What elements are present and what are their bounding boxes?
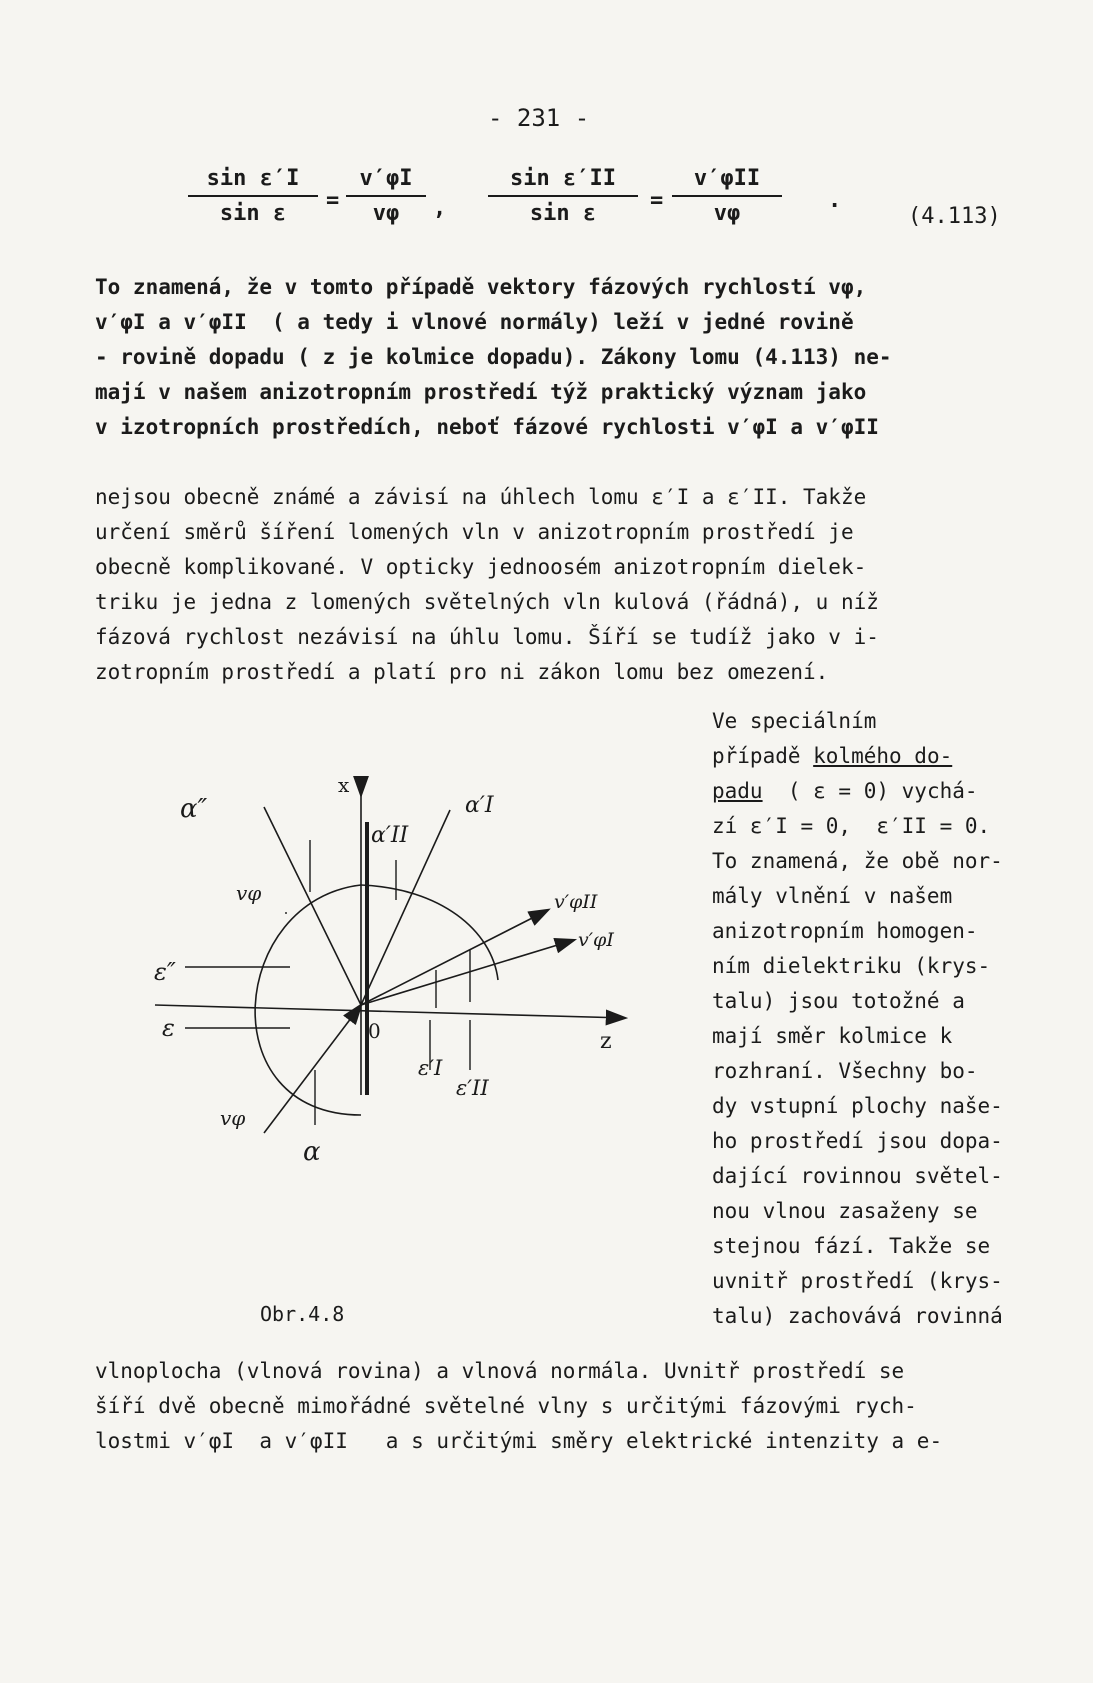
equals-sign: =: [650, 188, 664, 213]
fraction-denominator: vφ: [713, 201, 741, 226]
fraction-v-phi-II: [672, 166, 782, 226]
text-line: nou vlnou zasaženy se: [712, 1199, 978, 1223]
text-line: šíří dvě obecně mimořádné světelné vlny s určitými fázovými rych-: [95, 1394, 917, 1418]
refracted-arc: [361, 885, 498, 980]
label-x-axis: x: [338, 773, 350, 797]
text-line: dající rovinnou světel-: [712, 1164, 1003, 1188]
label-alpha-double-prime: α″: [180, 794, 208, 824]
text-line: mají v našem anizotropním prostředí týž praktický význam jako: [95, 380, 867, 404]
text-line: rozhraní. Všechny bo-: [712, 1059, 978, 1083]
fraction-numerator: sin ε′I: [188, 166, 318, 197]
wavefront-arc: [255, 885, 361, 1115]
paragraph-1: [95, 270, 892, 445]
text-line: v izotropních prostředích, neboť fázové rychlosti v′φI a v′φII: [95, 415, 879, 439]
text-line: vlnoplocha (vlnová rovina) a vlnová normála. Uvnitř prostředí se: [95, 1359, 905, 1383]
text-line: Ve speciálním: [712, 709, 877, 733]
text-line: nejsou obecně známé a závisí na úhlech lomu ε′I a ε′II. Takže: [95, 485, 867, 509]
text-line: [712, 739, 1003, 774]
comma-separator: ,: [433, 196, 447, 221]
z-axis-line: [155, 1005, 625, 1018]
label-z-axis: z: [600, 1029, 612, 1054]
refracted-ray-II: [361, 910, 548, 1005]
equals-sign: =: [326, 188, 340, 213]
text-segment: případě: [712, 744, 814, 768]
fraction-denominator: vφ: [372, 201, 400, 226]
text-line: fázová rychlost nezávisí na úhlu lomu. Šíří se tudíž jako v i-: [95, 625, 879, 649]
text-line: lostmi v′φI a v′φII a s určitými směry elektrické intenzity a e-: [95, 1429, 943, 1453]
page-number: - 231 -: [488, 104, 590, 132]
paragraph-3: [95, 1354, 942, 1459]
period: .: [828, 188, 842, 213]
label-v-phi-bottom: vφ: [220, 1106, 246, 1130]
label-eps: ε: [162, 1014, 175, 1042]
refraction-diagram: [140, 770, 660, 1250]
paragraph-1-continued: [95, 480, 879, 690]
label-eps-I: ε′I: [418, 1056, 443, 1080]
paragraph-2-side-column: [712, 704, 1003, 1334]
text-line: To znamená, že obě nor-: [712, 849, 1003, 873]
equation-4-113: [188, 166, 1068, 266]
text-line: uvnitř prostředí (krys-: [712, 1269, 1003, 1293]
underlined-term: padu: [712, 779, 763, 803]
fraction-denominator: sin ε: [529, 201, 597, 226]
text-line: v′φI a v′φII ( a tedy i vlnové normály) leží v jedné rovině: [95, 310, 854, 334]
text-line: ním dielektriku (krys-: [712, 954, 991, 978]
text-line: zotropním prostředí a platí pro ni zákon lomu bez omezení.: [95, 660, 829, 684]
figure-4-8: [140, 770, 660, 1250]
text-line: ho prostředí jsou dopa-: [712, 1129, 1003, 1153]
text-line: - rovině dopadu ( z je kolmice dopadu). Zákony lomu (4.113) ne-: [95, 345, 892, 369]
label-alpha-I: α′I: [465, 793, 494, 818]
label-v-phi-II: v′φII: [554, 891, 598, 913]
text-line: dy vstupní plochy naše-: [712, 1094, 1003, 1118]
text-line: To znamená, že v tomto případě vektory fázových rychlostí vφ,: [95, 275, 867, 299]
fraction-sin-eps-I: [188, 166, 318, 226]
fraction-numerator: v′φI: [346, 166, 426, 197]
fraction-sin-eps-II: [488, 166, 638, 226]
text-line: talu) jsou totožné a: [712, 989, 965, 1013]
label-origin: 0: [368, 1019, 381, 1043]
fraction-denominator: sin ε: [219, 201, 287, 226]
label-alpha: α: [303, 1137, 321, 1167]
figure-caption: Obr.4.8: [260, 1302, 345, 1326]
text-line: obecně komplikované. V opticky jednoosém anizotropním dielek-: [95, 555, 867, 579]
refracted-ray-I: [361, 940, 574, 1005]
text-line: stejnou fází. Takže se: [712, 1234, 991, 1258]
label-eps-double-prime: ε″: [154, 958, 176, 986]
text-line: určení směrů šíření lomených vln v anizotropním prostředí je: [95, 520, 854, 544]
text-line: anizotropním homogen-: [712, 919, 978, 943]
text-line: triku je jedna z lomených světelných vln kulová (řádná), u níž: [95, 590, 879, 614]
label-alpha-II: α′II: [371, 823, 409, 848]
incident-ray-top: [264, 807, 361, 1005]
text-line: [712, 774, 1003, 809]
fraction-numerator: sin ε′II: [488, 166, 638, 197]
underlined-term: kolmého do-: [813, 744, 953, 768]
text-line: zí ε′I = 0, ε′II = 0.: [712, 814, 991, 838]
fraction-numerator: v′φII: [672, 166, 782, 197]
equation-number: (4.113): [908, 204, 1001, 229]
label-v-phi-top: vφ: [236, 881, 262, 905]
text-line: mály vlnění v našem: [712, 884, 953, 908]
text-segment: ( ε = 0) vychá-: [762, 779, 978, 803]
text-line: mají směr kolmice k: [712, 1024, 953, 1048]
text-line: talu) zachovává rovinná: [712, 1304, 1003, 1328]
fraction-v-phi-I: [346, 166, 426, 226]
label-eps-II: ε′II: [456, 1076, 489, 1100]
label-v-phi-I: v′φI: [578, 929, 614, 951]
